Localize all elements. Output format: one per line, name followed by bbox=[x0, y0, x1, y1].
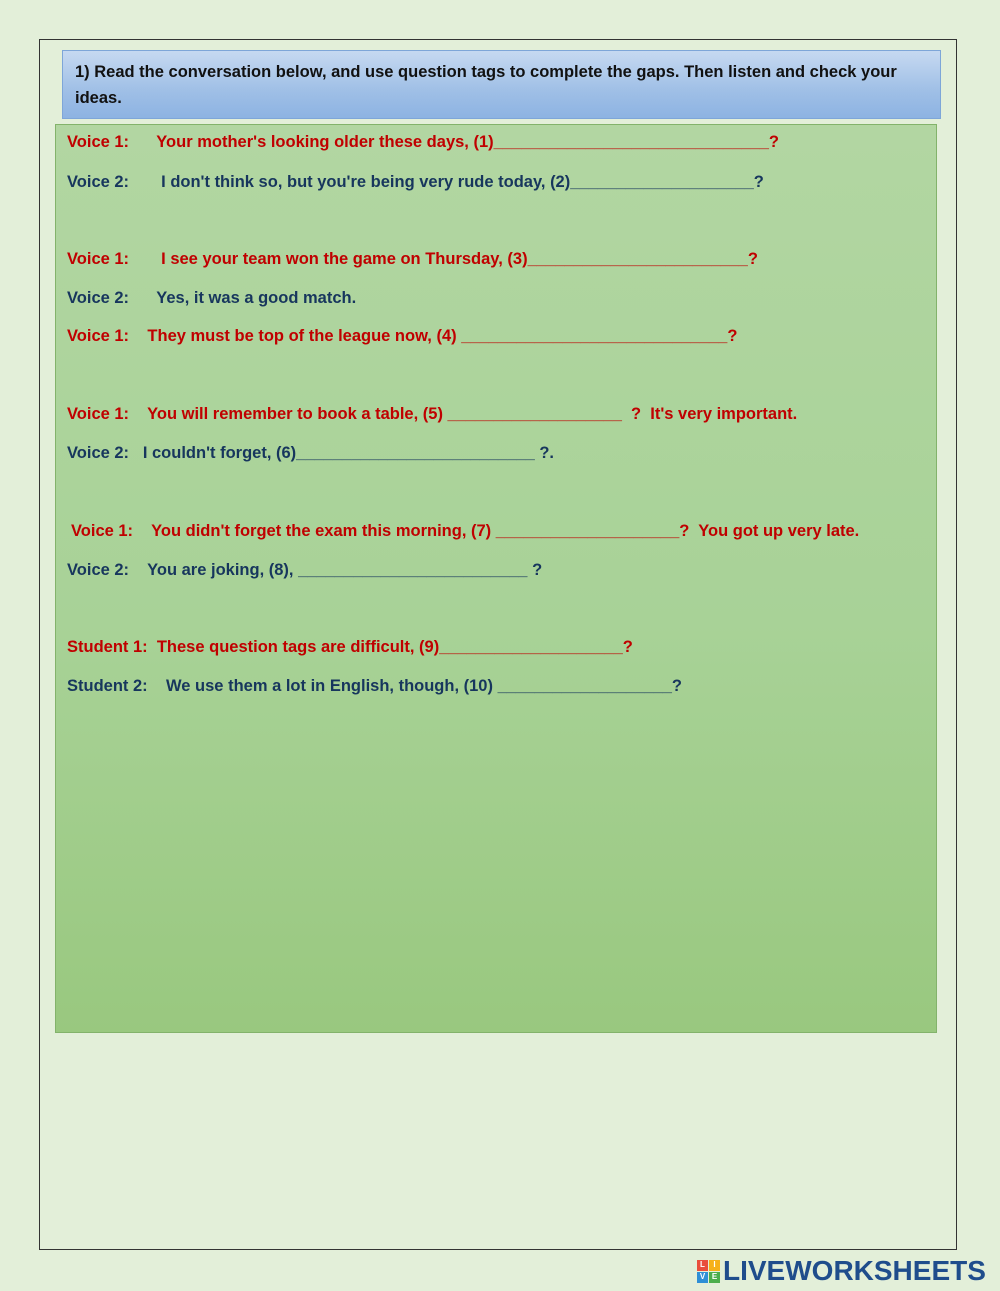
instructions-box bbox=[62, 50, 941, 119]
line-text: You will remember to book a table, (5) ___________________ ? It's very important. bbox=[147, 405, 798, 423]
dialogue-line-8 bbox=[71, 520, 859, 542]
line-text: Your mother's looking older these days, (1)______________________________? bbox=[156, 133, 780, 151]
dialogue-line-3 bbox=[67, 248, 758, 270]
line-text: We use them a lot in English, though, (10) ___________________? bbox=[166, 677, 682, 695]
speaker-label: Voice 1: bbox=[67, 133, 130, 151]
logo-text: LIVEWORKSHEETS bbox=[723, 1255, 986, 1286]
dialogue-line-9 bbox=[67, 559, 542, 581]
speaker-label: Voice 1: bbox=[67, 327, 130, 345]
dialogue-line-10 bbox=[67, 636, 633, 658]
speaker-label: Voice 2: bbox=[67, 444, 130, 462]
speaker-label: Voice 2: bbox=[67, 173, 130, 191]
speaker-label: Voice 1: bbox=[67, 250, 130, 268]
instructions-text: 1) Read the conversation below, and use question tags to complete the gaps. Then listen and check your ideas. bbox=[75, 63, 897, 107]
logo-mark-icon: L I V E bbox=[697, 1260, 720, 1283]
dialogue-line-7 bbox=[67, 442, 554, 464]
dialogue-line-1 bbox=[67, 131, 779, 153]
line-text: I see your team won the game on Thursday, (3)________________________? bbox=[161, 250, 758, 268]
dialogue-line-4 bbox=[67, 287, 356, 309]
line-text: These question tags are difficult, (9)____________________? bbox=[156, 638, 633, 656]
line-text: You didn't forget the exam this morning, (7) ____________________? You got up very late. bbox=[151, 522, 860, 540]
line-text: They must be top of the league now, (4) _____________________________? bbox=[147, 327, 738, 345]
speaker-label: Voice 1: bbox=[71, 522, 134, 540]
dialogue-line-6 bbox=[67, 403, 797, 425]
speaker-label: Student 1: bbox=[67, 638, 148, 656]
dialogue-line-2 bbox=[67, 171, 764, 193]
liveworksheets-logo[interactable] bbox=[697, 1256, 986, 1286]
dialogue-line-5 bbox=[67, 325, 737, 347]
speaker-label: Voice 1: bbox=[67, 405, 130, 423]
speaker-label: Student 2: bbox=[67, 677, 148, 695]
line-text: I don't think so, but you're being very rude today, (2)____________________? bbox=[161, 173, 764, 191]
speaker-label: Voice 2: bbox=[67, 561, 130, 579]
line-text: You are joking, (8), _________________________ ? bbox=[147, 561, 543, 579]
speaker-label: Voice 2: bbox=[67, 289, 130, 307]
line-text: I couldn't forget, (6)__________________________ ?. bbox=[142, 444, 554, 462]
dialogue-line-11 bbox=[67, 675, 682, 697]
line-text: Yes, it was a good match. bbox=[156, 289, 357, 307]
